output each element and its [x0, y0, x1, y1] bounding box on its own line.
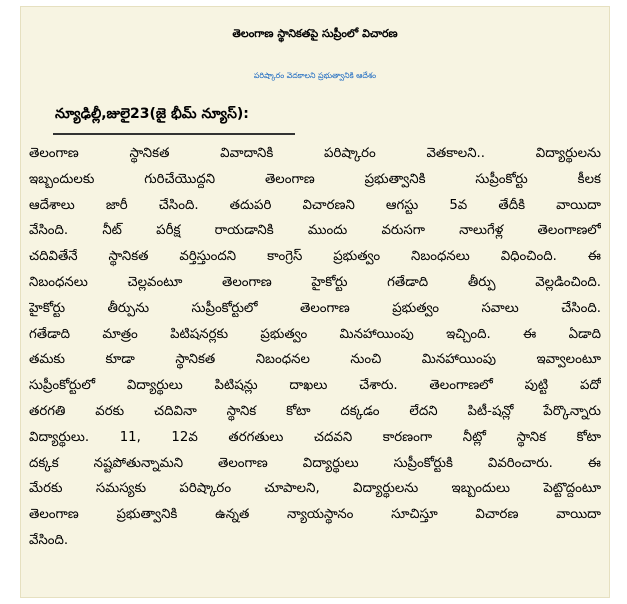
- body-line: వేసింది.: [29, 532, 69, 548]
- body-line: తెలంగాణ స్థానికత వివాదానికి పరిష్కారం వెతకాలని.. విద్యార్థులను: [29, 146, 601, 161]
- headline: తెలంగాణ స్థానికతపై సుప్రీంలో విచారణ: [232, 27, 398, 40]
- dateline-underline: [53, 133, 295, 135]
- body-line: తమకు కూడా స్థానికత నిబంధనల నుంచి మినహాయింపు ఇవ్వాలంటూ: [29, 352, 601, 368]
- dateline: న్యూఢిల్లీ,జులై23(జై భీమ్ న్యూస్):: [55, 106, 249, 122]
- body-line: వేసింది. నీట్ పరీక్ష రాయడానికి ముందు వరుసగా నాలుగేళ్ల తెలంగాణలో: [29, 223, 601, 239]
- subheadline: పరిష్కారం వెదకాలని ప్రభుత్వానికి ఆదేశం: [253, 71, 377, 80]
- body-line: ఆదేశాలు జారీ చేసింది. తదుపరి విచారణని ఆగస్టు 5వ తేదీకి వాయిదా: [29, 197, 601, 213]
- body-line: హైకోర్టు తీర్పును సుప్రీంకోర్టులో తెలంగాణ ప్రభుత్వం సవాలు చేసింది.: [29, 300, 601, 316]
- article-body: [29, 141, 601, 554]
- body-line: విద్యార్థులు. 11, 12వ తరగతులు చదవని కారణంగా నీట్లో స్థానిక కోటా: [29, 429, 601, 445]
- body-line: తెలంగాణ ప్రభుత్వానికి ఉన్నత న్యాయస్థానం సూచిస్తూ విచారణ వాయిదా: [29, 507, 601, 523]
- body-line: దక్కక నష్టపోతున్నామని తెలంగాణ విద్యార్థులు సుప్రీంకోర్టుకి వివరించారు. ఈ: [29, 455, 601, 471]
- body-line: తరగతి వరకు చదివినా స్థానిక కోటా దక్కడం లేదని పిటీ-షన్లో పేర్కొన్నారు: [29, 403, 601, 419]
- news-article: [20, 6, 610, 598]
- body-line: మేరకు సమస్యకు పరిష్కారం చూపాలని, విద్యార్థులను ఇబ్బందులు పెట్టొద్దంటూ: [29, 481, 601, 497]
- body-line: చదివితేనే స్థానికత వర్తిస్తుందని కాంగ్రెస్ ప్రభుత్వం నిబంధనలు విధించింది. ఈ: [29, 249, 601, 265]
- body-line: గతేడాది మాత్రం పిటిషనర్లకు ప్రభుత్వం మినహాయింపు ఇచ్చింది. ఈ ఏడాది: [29, 326, 601, 342]
- body-line: సుప్రీంకోర్టులో విద్యార్థులు పిటిషన్లు దాఖలు చేశారు. తెలంగాణలో పుట్టి పదో: [29, 378, 601, 394]
- body-line: నిబంధనలు చెల్లవంటూ తెలంగాణ హైకోర్టు గతేడాది తీర్పు వెల్లడించింది.: [29, 274, 601, 290]
- body-line: ఇబ్బందులకు గురిచేయొద్దని తెలంగాణ ప్రభుత్వానికి సుప్రీంకోర్టు కీలక: [29, 171, 601, 187]
